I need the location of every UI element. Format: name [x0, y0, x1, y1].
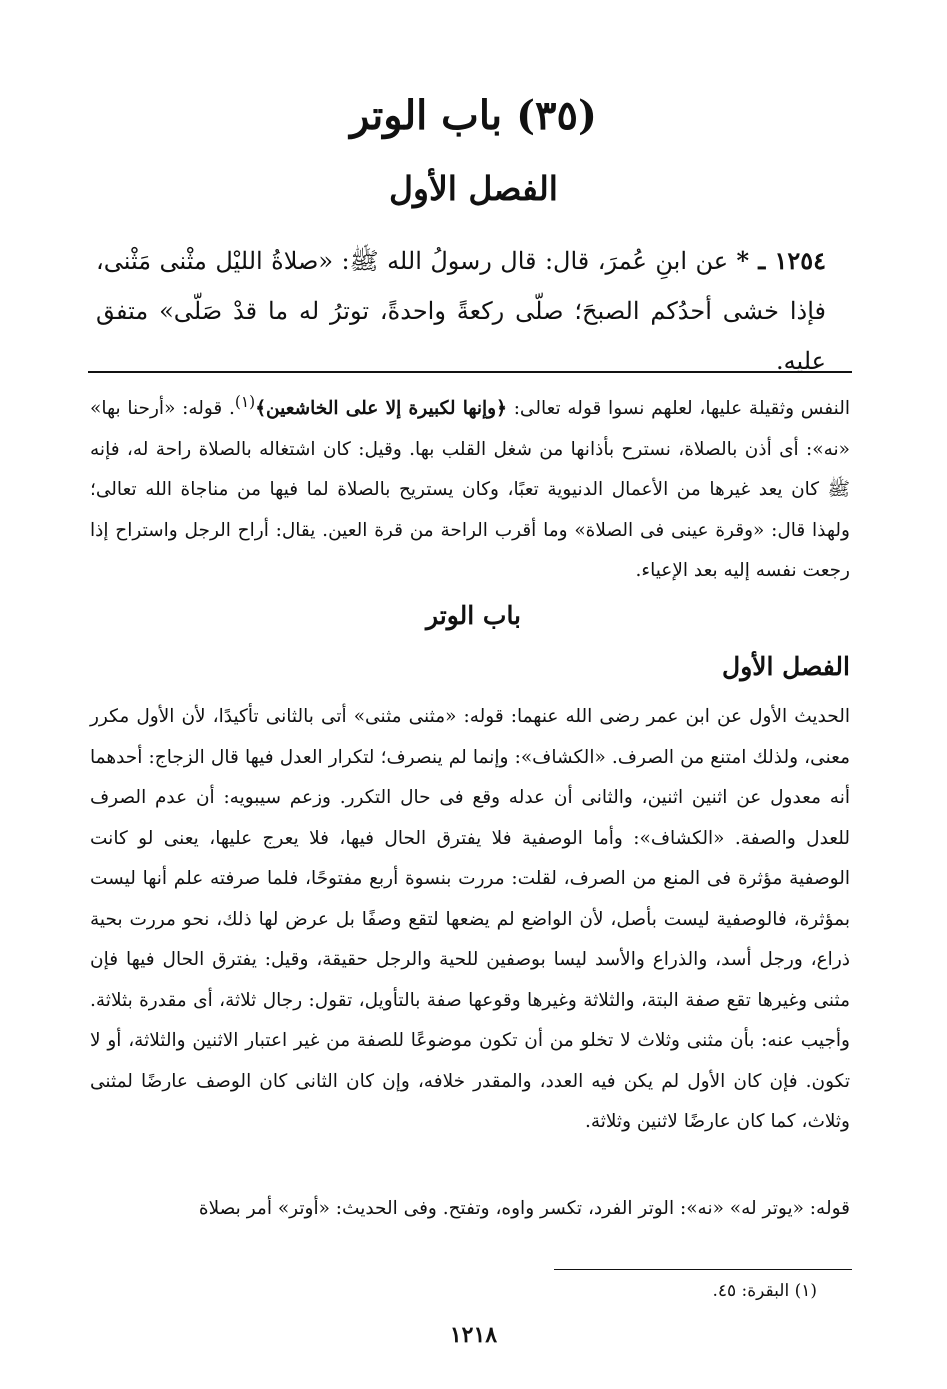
footnote-divider — [554, 1269, 852, 1270]
quran-quote: ﴿وإنها لكبيرة إلا على الخاشعين﴾ — [255, 398, 507, 420]
main-divider — [88, 371, 852, 373]
commentary-part-1 — [90, 382, 850, 592]
commentary-part-2: الحديث الأول عن ابن عمر رضى الله عنهما: قوله: «مثنى مثنى» أتى بالثانى تأكيدًا، لأن الأول مكرر معنى، ولذلك امتنع من الصرف. «الكشاف»: وإنما لم ينصرف؛ لتكرار العدل فيها قال الزجاج: أحدهما أنه معدول عن اثنين اثنين، والثانى أن عدله وقع فى حال التكرر. وزعم سيبويه: أن عدم الصرف للعدل والصفة. «الكشاف»: وأما الوصفية فلا يفترق الحال فيها، فلا يعرج عليها، يعنى لو كانت الوصفية مؤثرة فى المنع من الصرف، لقلت: مررت بنسوة أربع مفتوحًا، فلما صرفته علم أنها ليست بمؤثرة، فالوصفية ليست بأصل، لأن الواضع لم يضعها لتقع وصفًا بل عرض لها ذلك، نحو مررت بحية ذراع، ورجل أسد، والذراع والأسد ليسا بوصفين للحية والرجل حقيقة، وقيل: يفترق الحال فيها فإن مثنى وغيرها تقع صفة البتة، والثلاثة وغيرها وقوعها صفة بالتأويل، تقول: رجال ثلاثة، أى مقدرة بثلاثة. وأجيب عنه: بأن مثنى وثلاث لا تخلو من أن تكون موضوعًا للصفة من غير اعتبار الاثنين والثلاثة، أو لا تكون. فإن كان الأول لم يكن فيه العدد، والمقدر خلافه، وإن كان الثانى كان الوصف عارضًا لمثنى وثلاث، كما كان عارضًا لاثنين وثلاثة. — [90, 706, 850, 1132]
hadith-text-block — [96, 236, 826, 386]
section-title: الفصل الأول — [389, 169, 558, 208]
footnote-reference: (١) — [234, 393, 256, 411]
commentary-section-heading: الفصل الأول — [722, 652, 850, 681]
commentary-part-1-intro: النفس وثقيلة عليها، لعلهم نسوا قوله تعالى: — [513, 398, 851, 420]
hadith-text: عن ابنِ عُمرَ، قال: قال رسولُ الله ﷺ: «صلاةُ الليْل مثْنى مَثْنى، فإذا خشى أحدُكم الصبحَ؛ صلّى ركعةً واحدةً، توترُ له ما قدْ صَلّى» متفق عليه. — [96, 247, 826, 375]
commentary-part-3: قوله: «يوتر له» «نه»: الوتر الفرد، تكسر واوه، وتفتح. وفى الحديث: «أوتر» أمر بصلاة — [198, 1198, 850, 1219]
commentary-chapter-heading: باب الوتر — [425, 601, 522, 630]
footnote: (١) البقرة: ٤٥. — [712, 1281, 817, 1301]
page-number: ١٢١٨ — [449, 1322, 498, 1348]
chapter-title: (٣٥) باب الوتر — [350, 92, 597, 139]
hadith-number: ١٢٥٤ ـ * — [736, 246, 826, 275]
commentary-part-1-body: . قوله: «أرحنا بها» «نه»: أى أذن بالصلاة، نسترح بأذانها من شغل القلب بها. وقيل: كان اشتغاله بالصلاة راحة له، فإنه ﷺ كان يعد غيرها من الأعمال الدنيوية تعبًا، وكان يستريح بالصلاة لما فيها من مناجاة الله تعالى؛ ولهذا قال: «وقرة عينى فى الصلاة» وما أقرب الراحة من قرة العين. يقال: أراح الرجل واستراح إذا رجعت نفسه إليه بعد الإعياء. — [90, 398, 850, 582]
